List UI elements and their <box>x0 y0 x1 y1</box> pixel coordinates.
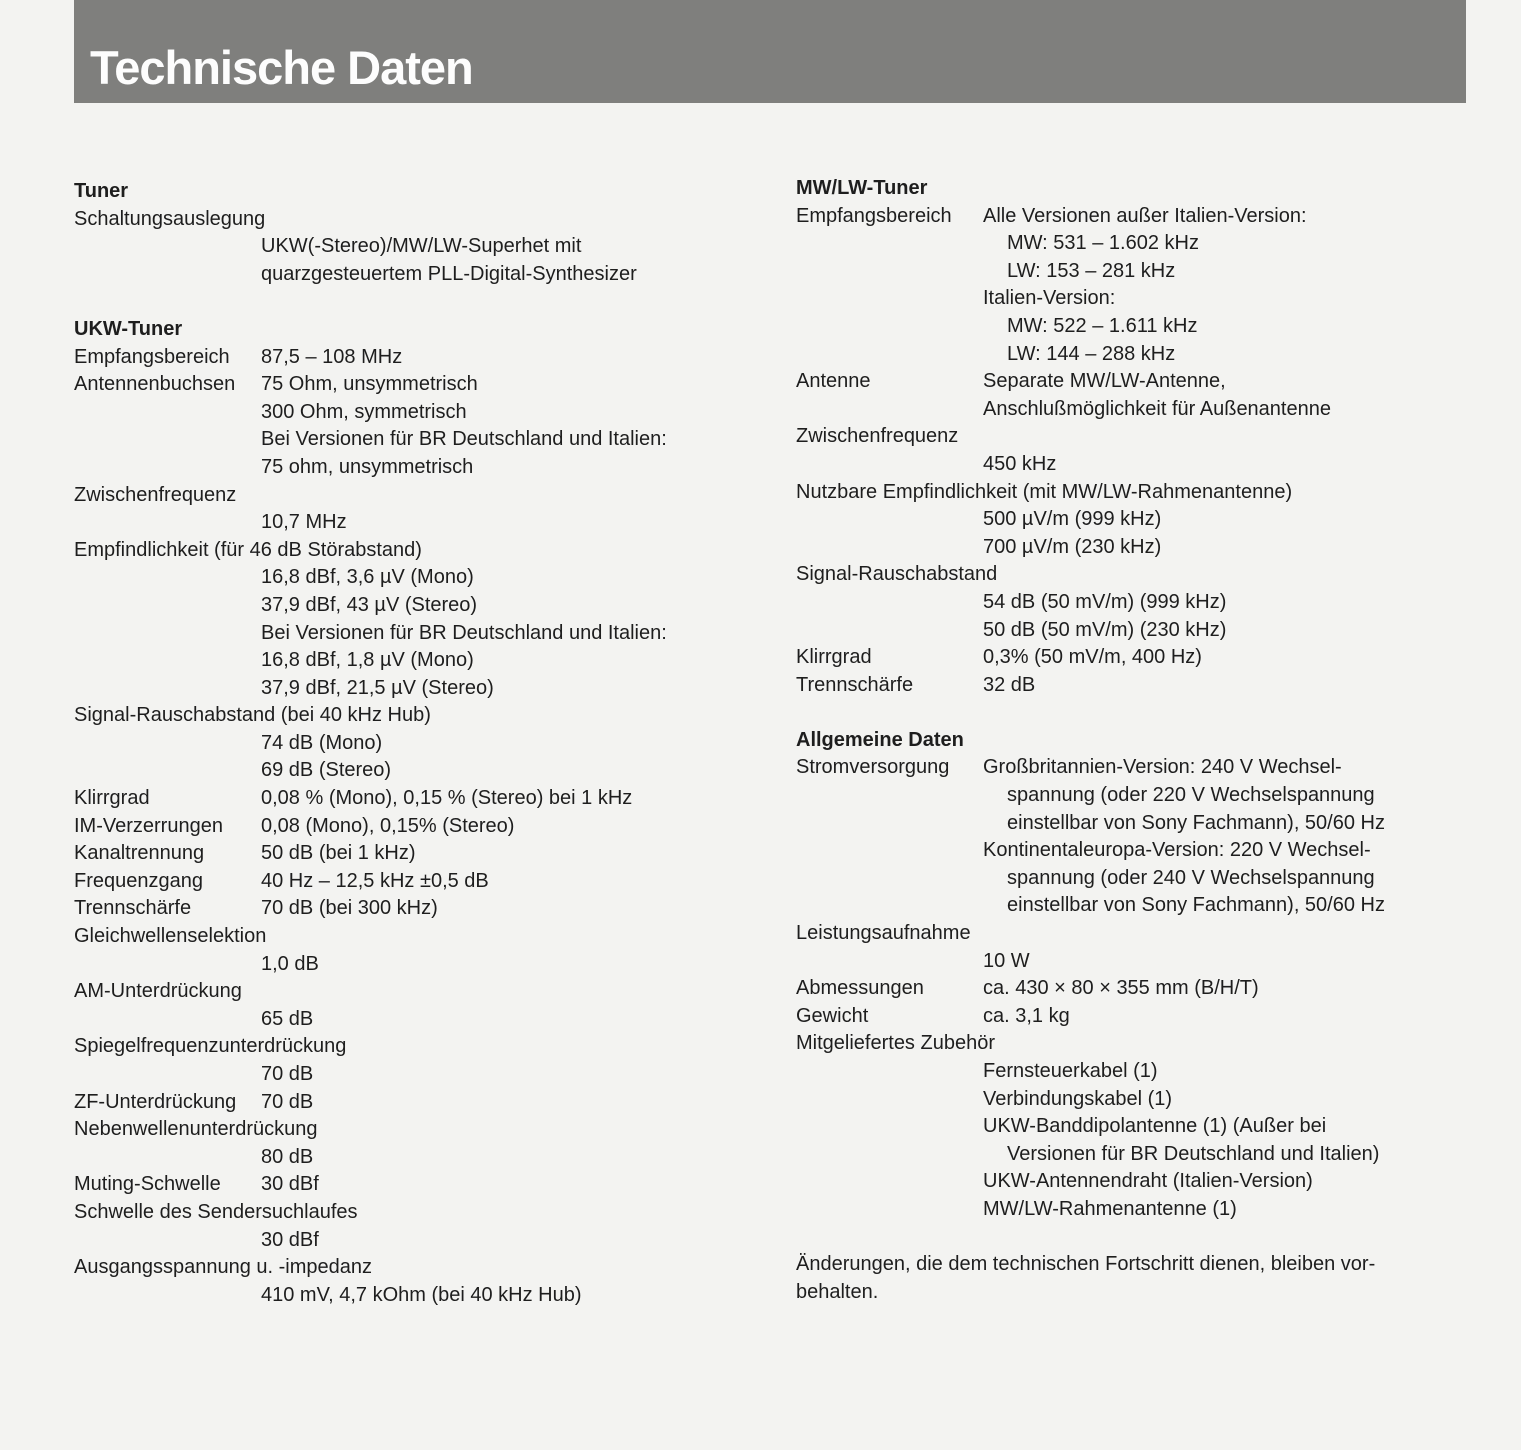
spec-label: Gleichwellenselektion <box>74 925 267 948</box>
spec-value: 1,0 dB <box>261 952 319 975</box>
spec-value: 37,9 dBf, 21,5 µV (Stereo) <box>261 676 494 699</box>
spec-label: Antenne <box>796 370 871 393</box>
spec-value: 54 dB (50 mV/m) (999 kHz) <box>983 590 1227 613</box>
spec-label: Leistungsaufnahme <box>796 922 971 945</box>
spec-value: 10,7 MHz <box>261 511 347 534</box>
spec-value: 700 µV/m (230 kHz) <box>983 535 1162 558</box>
spec-value: 16,8 dBf, 1,8 µV (Mono) <box>261 649 474 672</box>
spec-value: Italien-Version: <box>983 287 1116 310</box>
spec-label: Schaltungsauslegung <box>74 207 266 230</box>
spec-value: spannung (oder 240 V Wechselspannung <box>1007 866 1375 889</box>
spec-value: Großbritannien-Version: 240 V Wechsel- <box>983 756 1342 779</box>
spec-row <box>796 368 1496 396</box>
spec-value: 0,3% (50 mV/m, 400 Hz) <box>983 646 1202 669</box>
spec-label: Signal-Rauschabstand <box>796 563 998 586</box>
spec-value: 80 dB <box>261 1145 314 1168</box>
spec-row <box>796 203 1496 231</box>
spec-value: 10 W <box>983 949 1030 972</box>
spec-label: Muting-Schwelle <box>74 1173 221 1196</box>
spec-row <box>74 1089 774 1117</box>
spec-value: Bei Versionen für BR Deutschland und Italien: <box>261 428 667 451</box>
spec-row <box>796 644 1496 672</box>
spec-value: LW: 144 – 288 kHz <box>1007 342 1176 365</box>
header-banner <box>74 0 1466 103</box>
spec-value: 32 dB <box>983 673 1036 696</box>
spec-label: Zwischenfrequenz <box>74 483 237 506</box>
section-heading-ukw: UKW-Tuner <box>74 317 183 340</box>
spec-label: Frequenzgang <box>74 869 203 892</box>
spec-value: 70 dB <box>261 1090 314 1113</box>
spec-label: Klirrgrad <box>796 646 872 669</box>
spec-value: 74 dB (Mono) <box>261 731 383 754</box>
spec-label: Trennschärfe <box>796 673 914 696</box>
spec-value: 37,9 dBf, 43 µV (Stereo) <box>261 593 478 616</box>
spec-value: UKW-Antennendraht (Italien-Version) <box>983 1170 1313 1193</box>
spec-value: Verbindungskabel (1) <box>983 1087 1173 1110</box>
spec-value: Alle Versionen außer Italien-Version: <box>983 204 1307 227</box>
spec-row <box>74 344 774 372</box>
spec-value: ca. 3,1 kg <box>983 1004 1070 1027</box>
spec-value: Anschlußmöglichkeit für Außenantenne <box>983 397 1331 420</box>
spec-row <box>796 754 1496 782</box>
spec-value: Kontinentaleuropa-Version: 220 V Wechsel- <box>983 839 1371 862</box>
spec-label: Empfangsbereich <box>74 345 230 368</box>
spec-value: 30 dBf <box>261 1228 319 1251</box>
section-heading-tuner: Tuner <box>74 180 129 202</box>
section-heading-allgemein: Allgemeine Daten <box>796 728 964 751</box>
spec-value: UKW-Banddipolantenne (1) (Außer bei <box>983 1115 1327 1138</box>
spec-value: 75 ohm, unsymmetrisch <box>261 455 474 478</box>
spec-label: IM-Verzerrungen <box>74 814 223 837</box>
spec-value: quarzgesteuertem PLL-Digital-Synthesizer <box>261 262 637 285</box>
spec-row <box>796 1003 1496 1031</box>
spec-value: Bei Versionen für BR Deutschland und Italien: <box>261 621 667 644</box>
spec-value: Fernsteuerkabel (1) <box>983 1060 1158 1082</box>
spec-label: Nebenwellenunterdrückung <box>74 1118 318 1141</box>
spec-value: 69 dB (Stereo) <box>261 759 392 782</box>
spec-label: Kanaltrennung <box>74 842 205 865</box>
left-column <box>74 178 774 1309</box>
spec-label: Spiegelfrequenzunterdrückung <box>74 1035 347 1058</box>
spec-label: Gewicht <box>796 1004 869 1027</box>
spec-value: MW: 531 – 1.602 kHz <box>1007 232 1199 255</box>
disclaimer-note <box>796 1251 1496 1306</box>
spec-label: AM-Unterdrückung <box>74 980 242 1003</box>
page-title: Technische Daten <box>90 41 473 94</box>
spec-value: 450 kHz <box>983 452 1057 475</box>
spec-value: einstellbar von Sony Fachmann), 50/60 Hz <box>1007 894 1385 917</box>
spec-value: 50 dB (bei 1 kHz) <box>261 842 416 865</box>
spec-value: einstellbar von Sony Fachmann), 50/60 Hz <box>1007 811 1385 834</box>
spec-value: 70 dB (bei 300 kHz) <box>261 897 438 920</box>
spec-value: 75 Ohm, unsymmetrisch <box>261 373 478 396</box>
spec-label: ZF-Unterdrückung <box>74 1090 237 1113</box>
spec-value: 0,08 % (Mono), 0,15 % (Stereo) bei 1 kHz <box>261 787 633 810</box>
spec-row <box>796 672 1496 700</box>
spec-label: Ausgangsspannung u. -impedanz <box>74 1256 372 1279</box>
spec-value: 410 mV, 4,7 kOhm (bei 40 kHz Hub) <box>261 1283 582 1306</box>
spec-value: 50 dB (50 mV/m) (230 kHz) <box>983 618 1227 641</box>
spec-value: 0,08 (Mono), 0,15% (Stereo) <box>261 814 515 837</box>
spec-value: Versionen für BR Deutschland und Italien) <box>1007 1142 1380 1165</box>
spec-label: Klirrgrad <box>74 787 150 810</box>
spec-label: Stromversorgung <box>796 756 950 779</box>
disclaimer-line: behalten. <box>796 1280 879 1303</box>
spec-label: Abmessungen <box>796 977 924 1000</box>
spec-label: Zwischenfrequenz <box>796 425 959 448</box>
spec-row <box>74 371 774 399</box>
spec-value: 87,5 – 108 MHz <box>261 345 403 368</box>
spec-row <box>74 1171 774 1199</box>
spec-value: 65 dB <box>261 1007 314 1030</box>
spec-value: 300 Ohm, symmetrisch <box>261 400 467 423</box>
spec-label: Mitgeliefertes Zubehör <box>796 1032 995 1055</box>
spec-label: Antennenbuchsen <box>74 373 236 396</box>
spec-value: 70 dB <box>261 1063 314 1085</box>
spec-value: 16,8 dBf, 3,6 µV (Mono) <box>261 566 474 589</box>
spec-value: 40 Hz – 12,5 kHz ±0,5 dB <box>261 869 489 892</box>
spec-row <box>796 975 1496 1003</box>
spec-value: MW: 522 – 1.611 kHz <box>1007 314 1198 337</box>
spec-value: spannung (oder 220 V Wechselspannung <box>1007 784 1375 807</box>
spec-value: 500 µV/m (999 kHz) <box>983 508 1162 531</box>
right-column <box>796 175 1496 1306</box>
spec-row <box>74 785 774 813</box>
spec-value: LW: 153 – 281 kHz <box>1007 259 1176 282</box>
spec-row <box>74 813 774 841</box>
spec-label: Signal-Rauschabstand (bei 40 kHz Hub) <box>74 704 431 727</box>
spec-label: Empfindlichkeit (für 46 dB Störabstand) <box>74 538 422 561</box>
spec-value: 30 dBf <box>261 1173 319 1196</box>
spec-label: Nutzbare Empfindlichkeit (mit MW/LW-Rahmenantenne) <box>796 480 1293 503</box>
spec-row <box>74 868 774 896</box>
spec-value: MW/LW-Rahmenantenne (1) <box>983 1197 1237 1220</box>
spec-label: Schwelle des Sendersuchlaufes <box>74 1200 358 1223</box>
spec-value: UKW(-Stereo)/MW/LW-Superhet mit <box>261 235 582 258</box>
spec-value: Separate MW/LW-Antenne, <box>983 370 1226 393</box>
disclaimer-line: Änderungen, die dem technischen Fortschritt dienen, bleiben vor- <box>796 1253 1376 1276</box>
spec-row <box>74 840 774 868</box>
spec-label: Trennschärfe <box>74 897 192 920</box>
spec-value: ca. 430 × 80 × 355 mm (B/H/T) <box>983 977 1259 1000</box>
spec-row <box>74 895 774 923</box>
section-heading-mwlw: MW/LW-Tuner <box>796 177 928 199</box>
spec-label: Empfangsbereich <box>796 204 952 227</box>
